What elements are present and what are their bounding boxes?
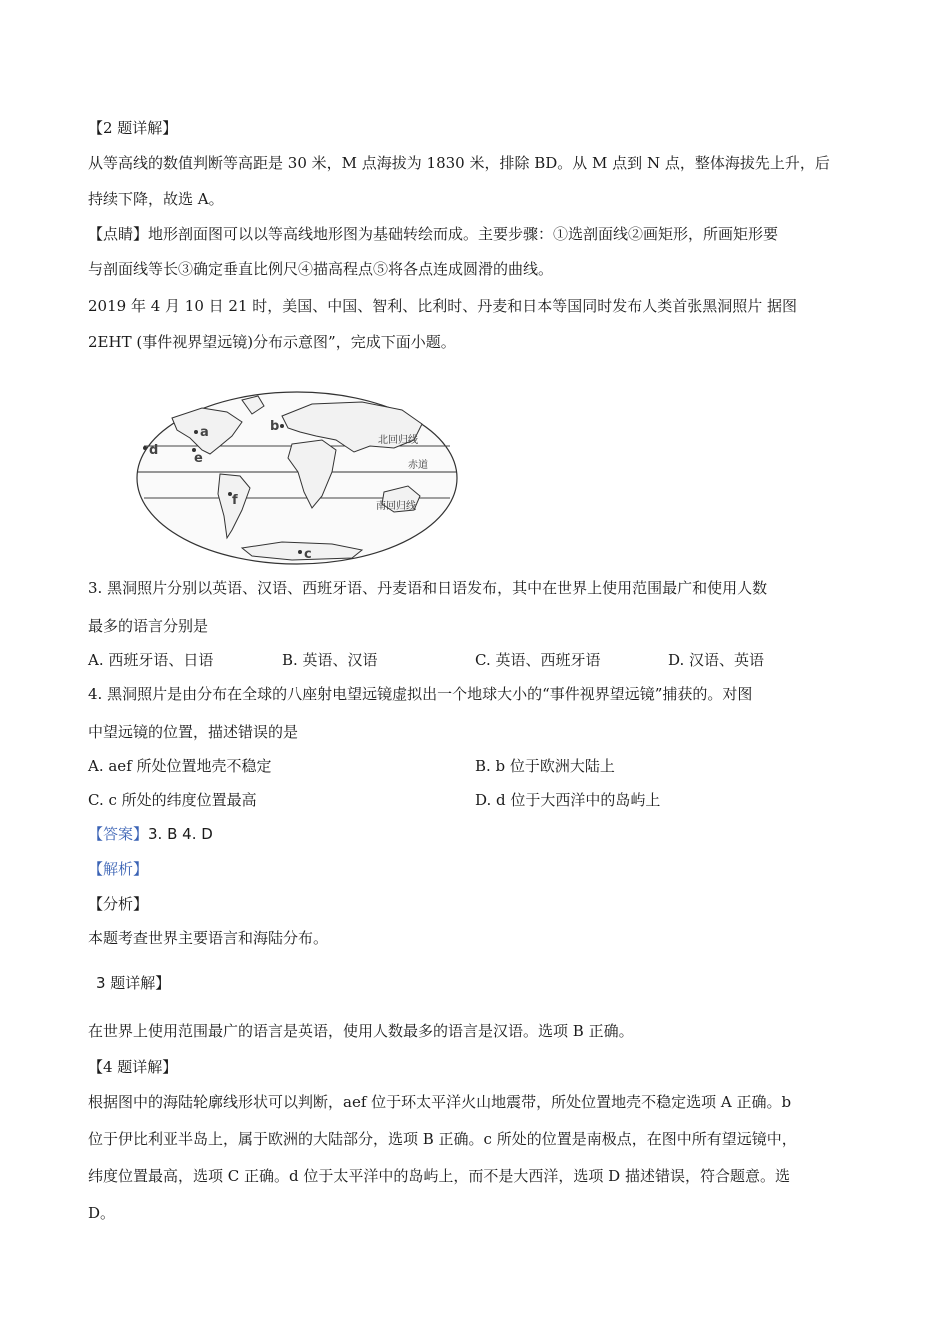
q4-detail-line1: 根据图中的海陆轮廓线形状可以判断，aef 位于环太平洋火山地震带，所处位置地壳不稳定选项 A 正确。b [88,1093,792,1111]
q3-line1: 3. 黑洞照片分别以英语、汉语、西班牙语、丹麦语和日语发布，其中在世界上使用范围最广和使用人数 [88,579,768,597]
q4-option-d: D. d 位于大西洋中的岛屿上 [475,791,661,809]
q2-detail-line2: 持续下降，故选 A。 [88,190,224,208]
point-c: c [304,547,312,562]
answer-line [88,824,213,844]
point-a: a [200,425,209,440]
tip-line2: 与剖面线等长③确定垂直比例尺④描高程点⑤将各点连成圆滑的曲线。 [88,260,554,278]
q4-detail-line4: D。 [88,1204,116,1222]
fenxi-text: 本题考查世界主要语言和海陆分布。 [88,929,329,947]
tip-label: 【点睛】 [88,225,149,243]
tip-line1 [88,224,778,244]
tip-text1: 地形剖面图可以以等高线地形图为基础转绘而成。主要步骤：①选剖面线②画矩形，所画矩形要 [148,225,779,243]
q4-option-a: A. aef 所处位置地壳不稳定 [88,757,272,775]
q3-option-b: B. 英语、汉语 [282,651,378,669]
fenxi-label: 【分析】 [88,895,149,913]
q4-option-c: C. c 所处的纬度位置最高 [88,791,257,809]
q3-option-a: A. 西班牙语、日语 [88,651,214,669]
point-d: d [149,443,159,458]
intro-line1: 2019 年 4 月 10 日 21 时，美国、中国、智利、比利时、丹麦和日本等国同时发布人类首张黑洞照片 据图 [88,297,798,315]
equator-label: 赤道 [408,460,428,471]
q3-detail-text: 在世界上使用范围最广的语言是英语，使用人数最多的语言是汉语。选项 B 正确。 [88,1022,634,1040]
point-b: b [270,419,280,434]
q3-line2: 最多的语言分别是 [88,617,209,635]
q4-detail-line3: 纬度位置最高，选项 C 正确。d 位于太平洋中的岛屿上，而不是大西洋，选项 D 描述错误，符合题意。选 [88,1167,790,1185]
point-f: f [232,493,238,508]
tropic-north-label: 北回归线 [378,435,418,446]
answer-value: 3. B 4. D [148,825,213,843]
q3-option-d: D. 汉语、英语 [668,651,765,669]
answer-label: 【答案】 [88,825,149,843]
q2-detail-line1: 从等高线的数值判断等高距是 30 米，M 点海拔为 1830 米，排除 BD。从 M 点到 N 点，整体海拔先上升，后 [88,154,830,172]
q3-detail-heading: 3 题详解】 [96,974,171,992]
point-e: e [194,451,203,466]
q4-line2: 中望远镜的位置，描述错误的是 [88,723,299,741]
intro-line2: 2EHT (事件视界望远镜)分布示意图”，完成下面小题。 [88,333,456,351]
q3-option-c: C. 英语、西班牙语 [475,651,601,669]
q4-detail-heading: 【4 题详解】 [88,1058,178,1076]
tropic-south-label: 南回归线 [376,501,416,512]
q4-option-b: B. b 位于欧洲大陆上 [475,757,615,775]
analysis-label: 【解析】 [88,860,149,878]
q4-line1: 4. 黑洞照片是由分布在全球的八座射电望远镜虚拟出一个地球大小的“事件视界望远镜”捕获的。对图 [88,685,753,703]
q2-detail-heading: 【2 题详解】 [88,119,178,137]
world-map-figure [132,388,462,568]
q4-detail-line2: 位于伊比利亚半岛上，属于欧洲的大陆部分，选项 B 正确。c 所处的位置是南极点，在图中所有望远镜中， [88,1130,797,1148]
